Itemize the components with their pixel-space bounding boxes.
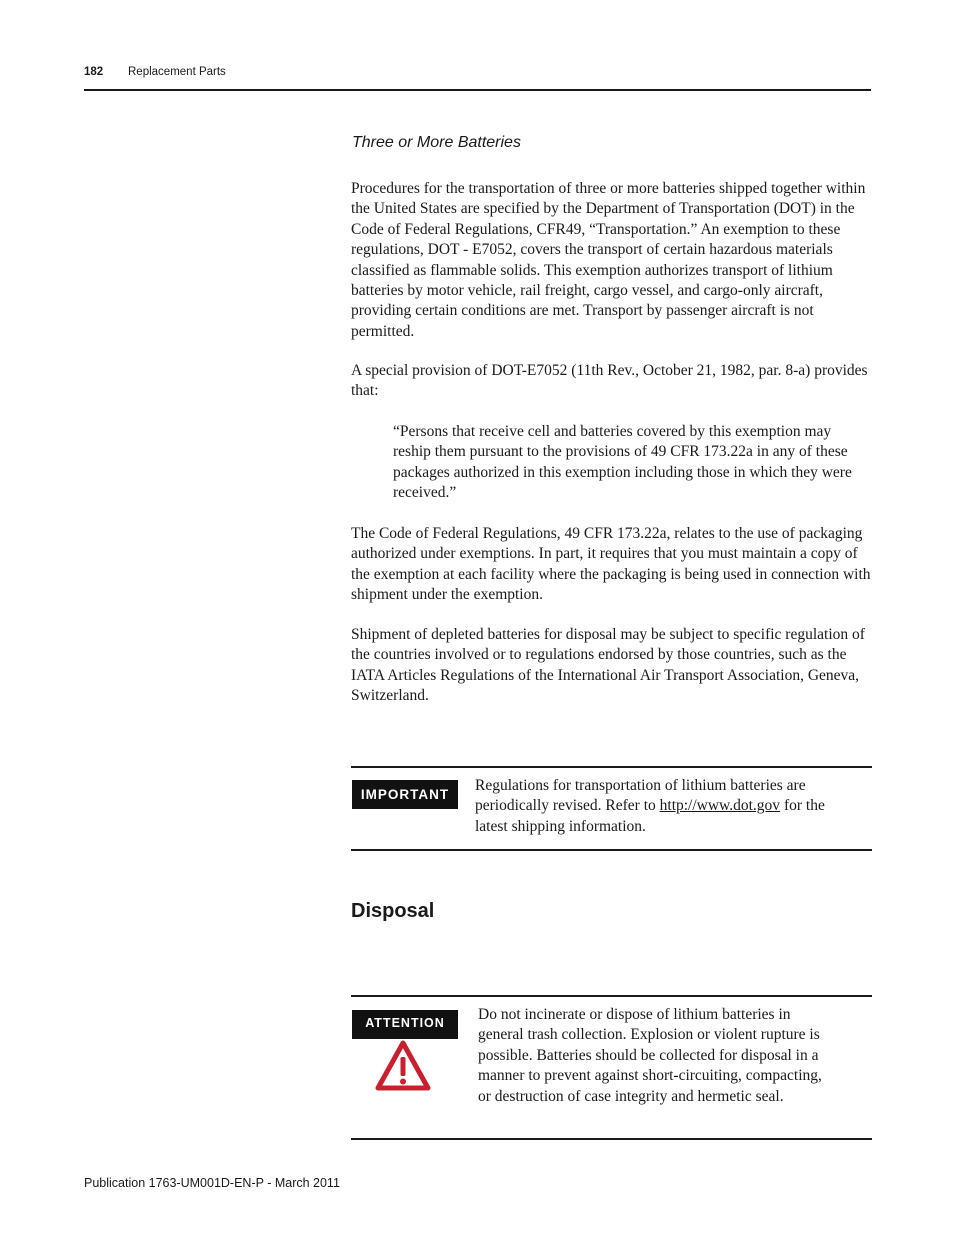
important-top-rule bbox=[351, 766, 872, 768]
important-label: IMPORTANT bbox=[352, 780, 458, 809]
important-text-after: for the latest shipping information. bbox=[475, 797, 825, 835]
paragraph-transport-procedures: Procedures for the transportation of three or more batteries shipped together within the United States are specified by the Department of Transportation (DOT) in the Code of Federal Regulations, CFR49, “Transportation.” An exemption to these regulations, DOT - E7052, covers the transport of certain hazardous materials classified as flammable solids. This exemption authorizes transport of lithium batteries by motor vehicle, rail freight, cargo vessel, and cargo-only aircraft, providing certain conditions are met. Transport by passenger aircraft is not permitted. bbox=[351, 180, 866, 340]
paragraph-cfr: The Code of Federal Regulations, 49 CFR 173.22a, relates to the use of packaging authorized under exemptions. In part, it requires that you must maintain a copy of the exemption at each facility where the packaging is being used in connection with shipment under the exemption. bbox=[351, 525, 871, 604]
important-text-before: Regulations for transportation of lithium batteries are periodically revised. Refer to bbox=[475, 777, 806, 815]
important-text bbox=[475, 776, 860, 837]
paragraph-special-provision: A special provision of DOT-E7052 (11th Rev., October 21, 1982, par. 8-a) provides that: bbox=[351, 362, 868, 400]
warning-triangle-icon bbox=[375, 1040, 431, 1092]
paragraph-depleted-batteries: Shipment of depleted batteries for disposal may be subject to specific regulation of the countries involved or to regulations endorsed by those countries, such as the IATA Articles Regulations of the International Air Transport Association, Geneva, Switzerland. bbox=[351, 626, 865, 705]
attention-text: Do not incinerate or dispose of lithium batteries in general trash collection. Explosion or violent rupture is possible. Batteries should be collected for disposal in a manner to prevent against short-circuiting, compacting, or destruction of case integrity and hermetic seal. bbox=[478, 1006, 822, 1105]
block-quote: “Persons that receive cell and batteries covered by this exemption may reship them pursuant to the provisions of 49 CFR 173.22a in any of these packages authorized in this exemption including those in which they were received.” bbox=[393, 423, 852, 502]
attention-bottom-rule bbox=[351, 1138, 872, 1140]
dot-gov-link[interactable]: http://www.dot.gov bbox=[659, 797, 781, 815]
disposal-heading: Disposal bbox=[351, 900, 435, 922]
footer-publication: Publication 1763-UM001D-EN-P - March 2011 bbox=[84, 1176, 340, 1190]
sub-heading: Three or More Batteries bbox=[352, 134, 521, 151]
attention-label: ATTENTION bbox=[352, 1010, 458, 1039]
page-number: 182 bbox=[84, 66, 104, 78]
header-divider bbox=[84, 89, 871, 91]
important-bottom-rule bbox=[351, 849, 872, 851]
attention-top-rule bbox=[351, 995, 872, 997]
section-title: Replacement Parts bbox=[128, 66, 226, 78]
